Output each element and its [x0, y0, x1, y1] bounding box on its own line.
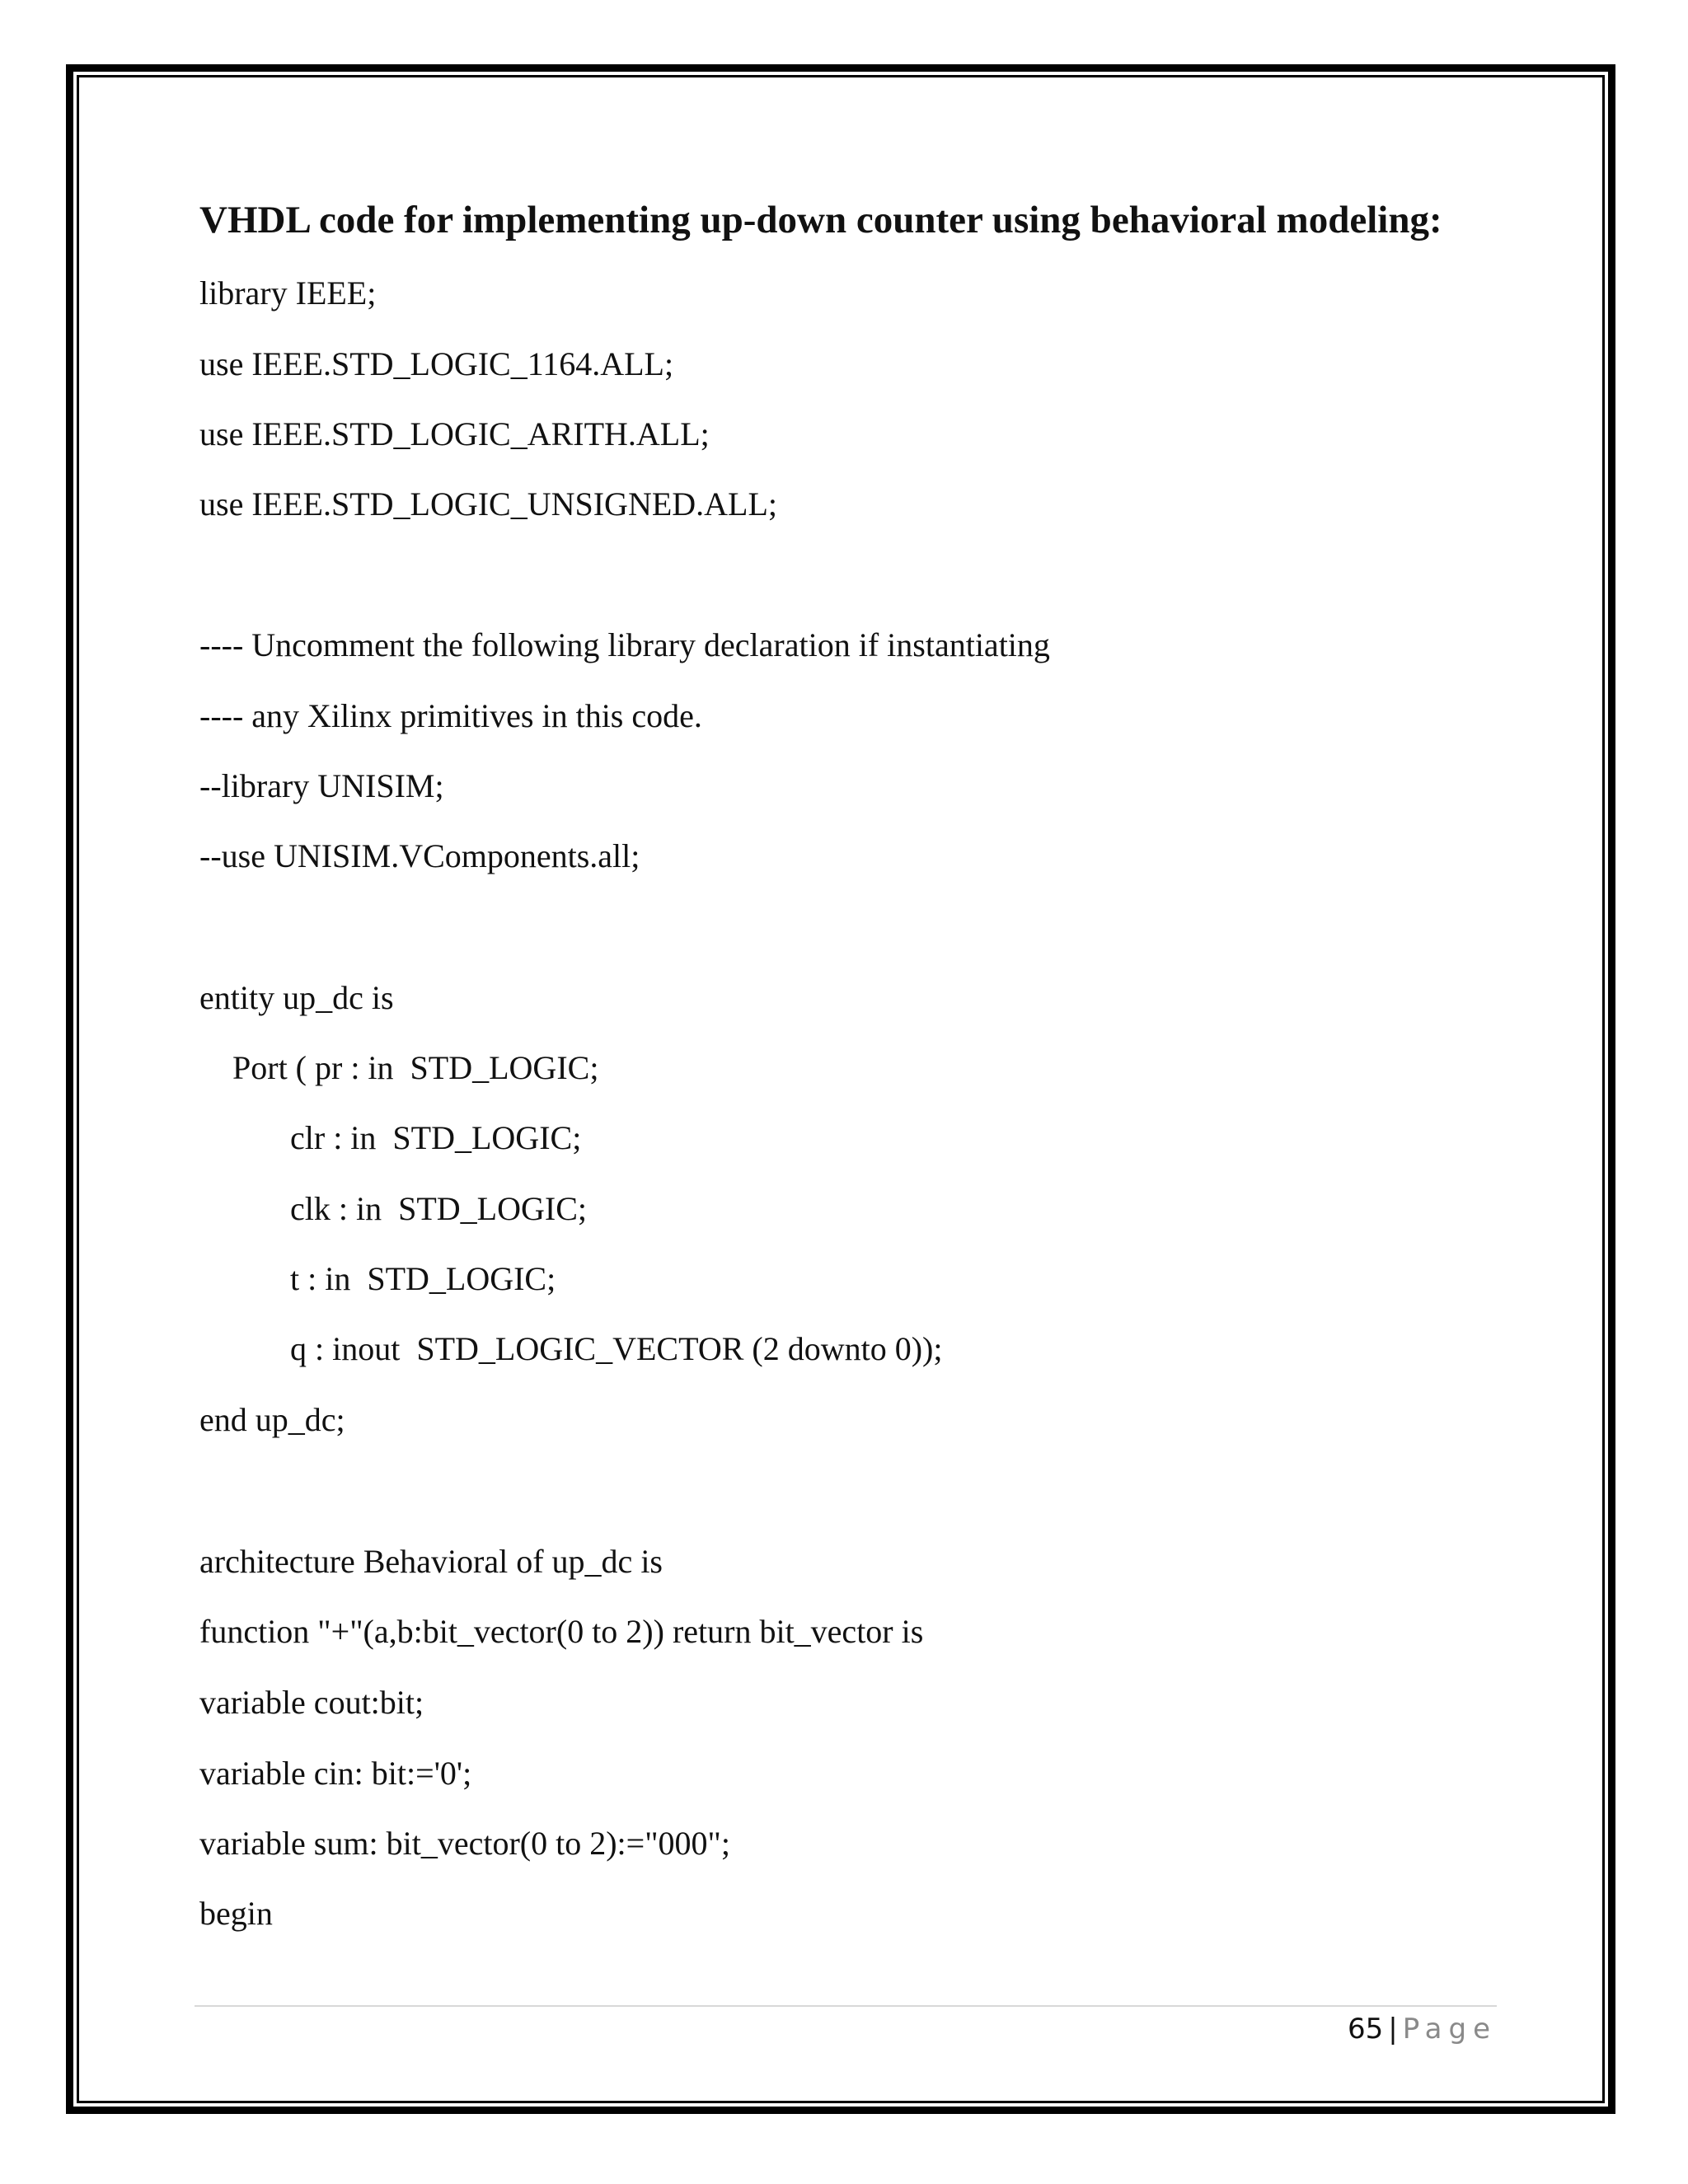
page-footer	[1348, 2013, 1497, 2046]
code-line: use IEEE.STD_LOGIC_ARITH.ALL;	[199, 415, 710, 452]
code-line: ---- Uncomment the following library declaration if instantiating	[199, 626, 1050, 663]
code-line: --library UNISIM;	[199, 767, 444, 804]
code-line: use IEEE.STD_LOGIC_UNSIGNED.ALL;	[199, 485, 778, 523]
code-line: architecture Behavioral of up_dc is	[199, 1543, 663, 1580]
footer-separator: |	[1388, 2013, 1398, 2046]
code-line: ---- any Xilinx primitives in this code.	[199, 697, 702, 734]
page-label: Page	[1402, 2013, 1497, 2046]
section-title: VHDL code for implementing up-down counter using behavioral modeling:	[199, 199, 1442, 241]
code-line: --use UNISIM.VComponents.all;	[199, 837, 640, 874]
code-line: end up_dc;	[199, 1401, 345, 1438]
code-line: t : in STD_LOGIC;	[199, 1260, 556, 1297]
code-line: variable cin: bit:='0';	[199, 1755, 472, 1792]
code-line: q : inout STD_LOGIC_VECTOR (2 downto 0));	[199, 1330, 943, 1367]
code-line: variable sum: bit_vector(0 to 2):="000";	[199, 1825, 730, 1862]
footer-divider	[195, 2005, 1497, 2007]
page-number: 65	[1347, 2013, 1384, 2046]
code-line: begin	[199, 1895, 273, 1932]
code-line: function "+"(a,b:bit_vector(0 to 2)) return bit_vector is	[199, 1613, 924, 1650]
code-line: Port ( pr : in STD_LOGIC;	[199, 1049, 599, 1086]
code-line: clk : in STD_LOGIC;	[199, 1190, 587, 1227]
code-line: use IEEE.STD_LOGIC_1164.ALL;	[199, 345, 674, 382]
code-line: clr : in STD_LOGIC;	[199, 1119, 582, 1156]
code-line: entity up_dc is	[199, 979, 394, 1016]
code-line: library IEEE;	[199, 274, 377, 312]
code-line: variable cout:bit;	[199, 1684, 424, 1721]
